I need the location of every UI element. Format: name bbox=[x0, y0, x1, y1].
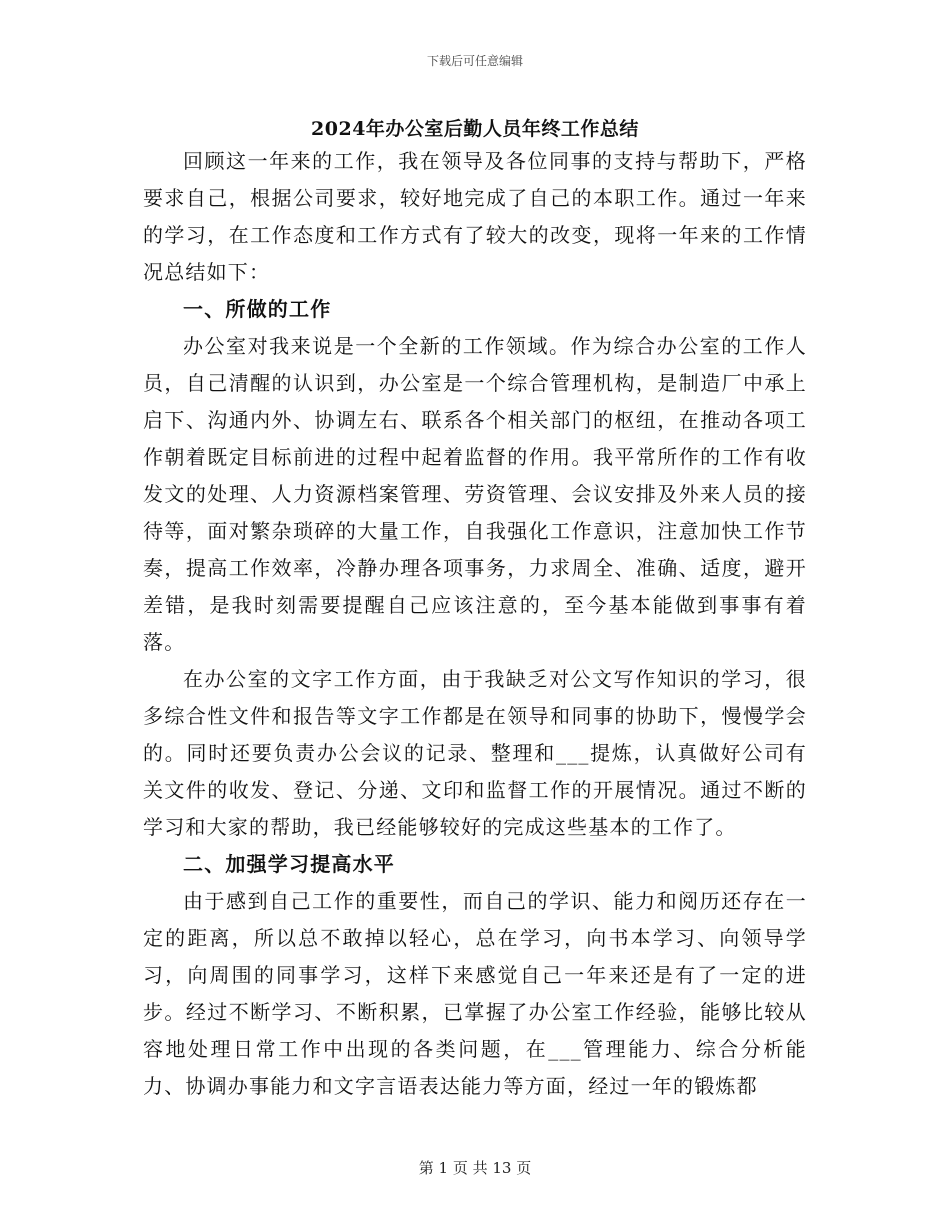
section-1-heading: 一、所做的工作 bbox=[183, 297, 332, 321]
section-1-paragraph-1: 办公室对我来说是一个全新的工作领域。作为综合办公室的工作人员，自己清醒的认识到，办公室是一个综合管理机构，是制造厂中承上启下、沟通内外、协调左右、联系各个相关部门的枢纽，在推动各项工作朝着既定目标前进的过程中起着监督的作用。我平常所作的工作有收发文的处理、人力资源档案管理、劳资管理、会议安排及外来人员的接待等，面对繁杂琐碎的大量工作，自我强化工作意识，注意加快工作节奏，提高工作效率，冷静办理各项事务，力求周全、准确、适度，避开差错，是我时刻需要提醒自己应该注意的，至今基本能做到事事有着落。 bbox=[143, 334, 807, 654]
document-body bbox=[143, 143, 807, 1105]
section-2-paragraph-1: 由于感到自己工作的重要性，而自己的学识、能力和阅历还存在一定的距离，所以总不敢掉以轻心，总在学习，向书本学习、向领导学习，向周围的同事学习，这样下来感觉自己一年来还是有了一定的进步。经过不断学习、不断积累，已掌握了办公室工作经验，能够比较从容地处理日常工作中出现的各类问题，在___管理能力、综合分析能力、协调办事能力和文字言语表达能力等方面，经过一年的锻炼都 bbox=[143, 889, 807, 1098]
document-title: 2024年办公室后勤人员年终工作总结 bbox=[311, 118, 639, 140]
intro-paragraph: 回顾这一年来的工作，我在领导及各位同事的支持与帮助下，严格要求自己，根据公司要求，较好地完成了自己的本职工作。通过一年来的学习，在工作态度和工作方式有了较大的改变，现将一年来的工作情况总结如下： bbox=[143, 149, 807, 284]
section-1-paragraph-2: 在办公室的文字工作方面，由于我缺乏对公文写作知识的学习，很多综合性文件和报告等文字工作都是在领导和同事的协助下，慢慢学会的。同时还要负责办公会议的记录、整理和___提炼，认真做好公司有关文件的收发、登记、分递、文印和监督工作的开展情况。通过不断的学习和大家的帮助，我已经能够较好的完成这些基本的工作了。 bbox=[143, 667, 807, 839]
section-2-heading: 二、加强学习提高水平 bbox=[183, 852, 395, 876]
page-header-note: 下载后可任意编辑 bbox=[426, 54, 523, 68]
page-number-footer: 第 1 页 共 13 页 bbox=[418, 1159, 532, 1177]
